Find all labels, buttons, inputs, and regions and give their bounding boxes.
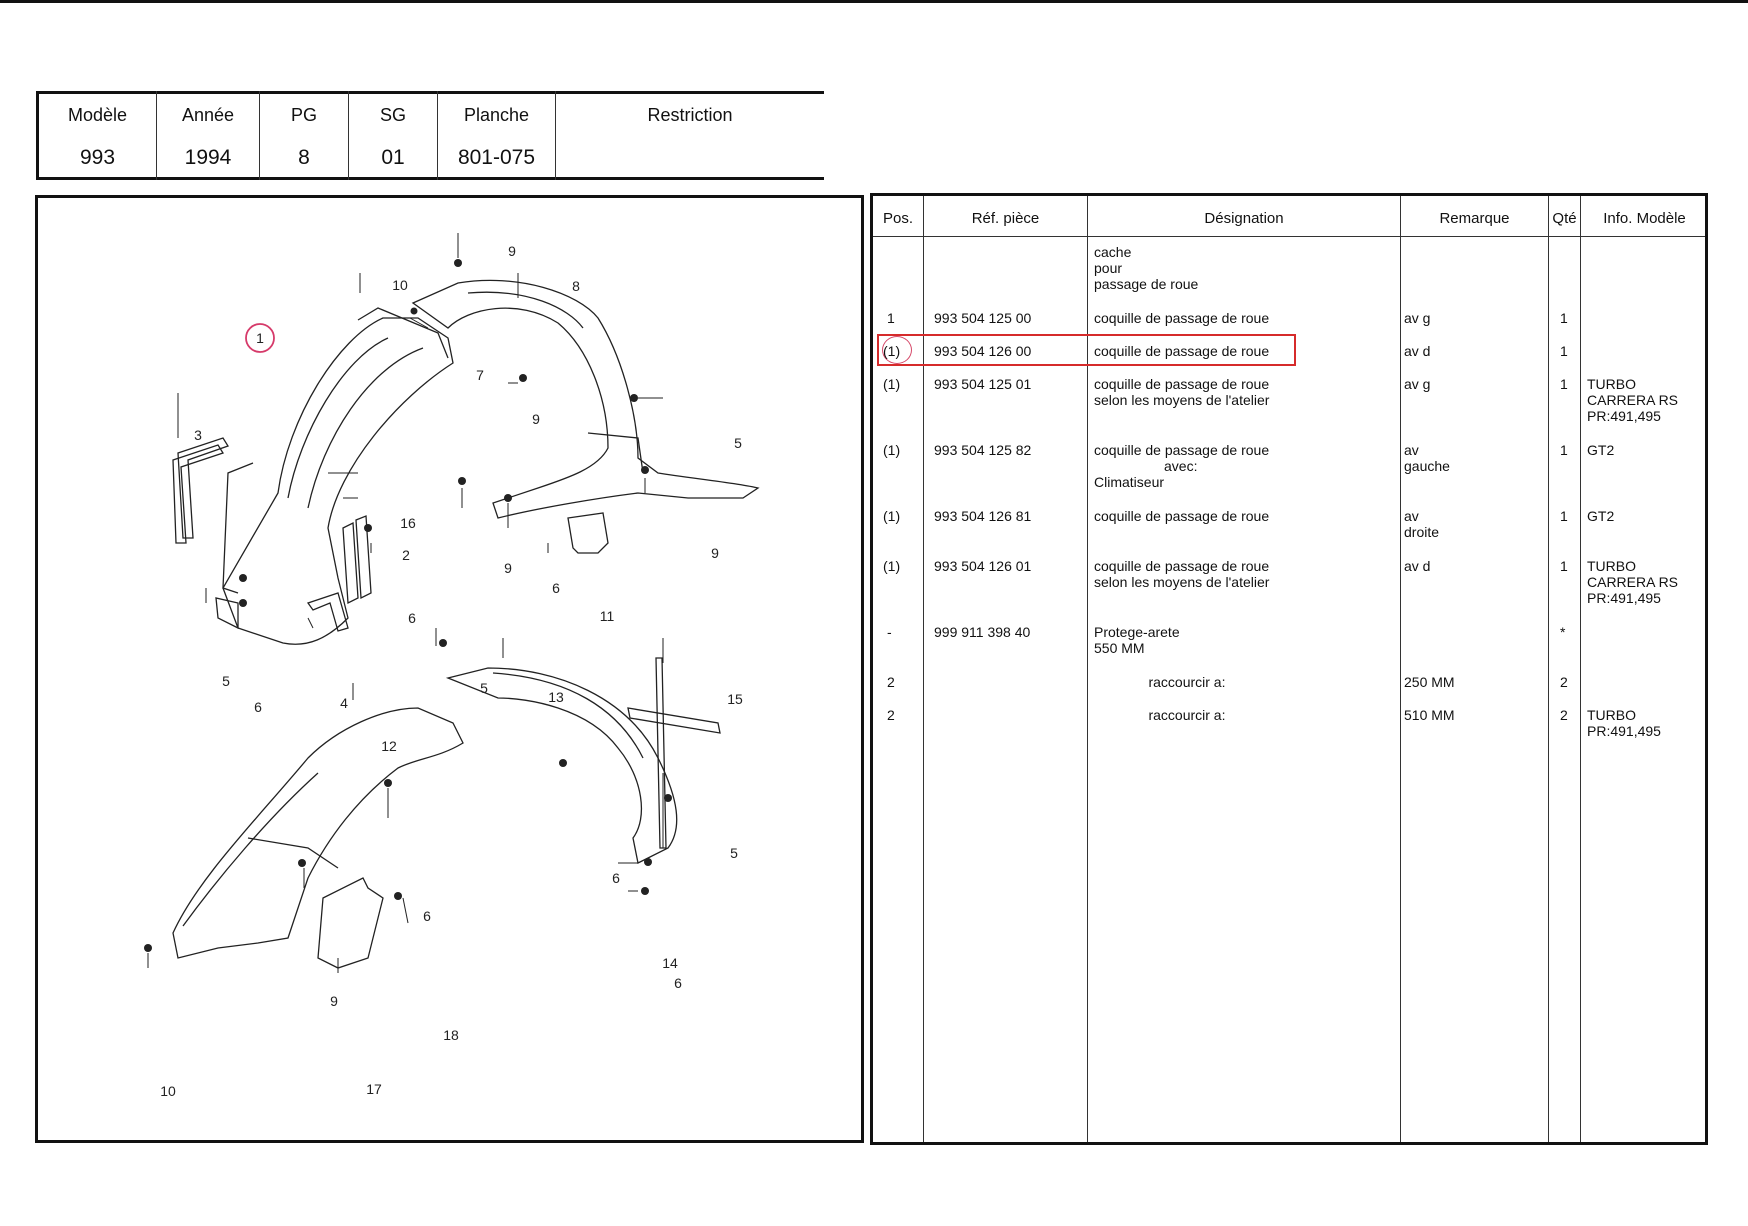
header-col-sg: [349, 91, 438, 180]
header-table: [36, 91, 824, 180]
table-row-5-ref: 993 504 126 81: [934, 508, 1032, 524]
callout-1: 1: [256, 330, 264, 346]
header-value-pg: 8: [298, 146, 310, 169]
callout-leader-lines: [148, 233, 663, 973]
header-col-planche: [438, 91, 556, 180]
table-row-3-remarque: av g: [1404, 376, 1431, 392]
table-row-4-qte: 1: [1560, 442, 1568, 458]
table-row-8-pos: 2: [887, 674, 895, 690]
callout-numbers: [160, 243, 743, 1099]
header-label-planche: Planche: [463, 105, 530, 125]
callout-7: 7: [476, 367, 484, 383]
table-row-8-designation: raccourcir a:: [1094, 674, 1226, 690]
callout-18: 18: [443, 1027, 459, 1043]
callout-14: 14: [662, 955, 678, 971]
table-row-2-ref: 993 504 126 00: [934, 343, 1032, 359]
table-row-4-pos: (1): [883, 442, 901, 458]
col-divider: [1548, 196, 1549, 1142]
part-3-seal-shape: [173, 438, 228, 543]
wheel-arch-drawing: [38, 198, 861, 1140]
table-row-1-designation: coquille de passage de roue: [1094, 310, 1270, 326]
table-row-9-remarque: 510 MM: [1404, 707, 1455, 723]
th-info: Info. Modèle: [1603, 210, 1686, 227]
table-row-7-designation: Protege-arete 550 MM: [1094, 624, 1180, 656]
table-row-4-ref: 993 504 125 82: [934, 442, 1032, 458]
table-row-9-designation: raccourcir a:: [1094, 707, 1226, 723]
th-qte: Qté: [1552, 210, 1577, 227]
table-row-4-info: GT2: [1587, 442, 1615, 458]
table-row-1-pos: 1: [887, 310, 895, 326]
table-row-3-pos: (1): [883, 376, 901, 392]
header-value-planche: 801-075: [457, 146, 536, 169]
table-row-5-qte: 1: [1560, 508, 1568, 524]
table-row-9-qte: 2: [1560, 707, 1568, 723]
table-row-7-ref: 999 911 398 40: [934, 624, 1031, 640]
header-label-annee: Année: [181, 105, 235, 125]
table-row-4-remarque: av gauche: [1404, 442, 1450, 474]
table-row-2-remarque: av d: [1404, 343, 1431, 359]
parts-table: [870, 193, 1708, 1145]
part-4-seal-shape: [308, 593, 348, 631]
table-row-3-designation: coquille de passage de roue selon les moyens de l'atelier: [1094, 376, 1270, 408]
callout-12: 12: [381, 738, 397, 754]
table-row-5-designation: coquille de passage de roue: [1094, 508, 1270, 524]
callout-5b: 5: [222, 673, 230, 689]
fastener-shapes: [144, 259, 672, 952]
part-11-bracket-shape: [568, 513, 608, 553]
exploded-parts-diagram: [35, 195, 864, 1143]
table-row-6-pos: (1): [883, 558, 901, 574]
table-row-3-info: TURBO CARRERA RS PR:491,495: [1587, 376, 1679, 424]
callout-11: 11: [599, 608, 615, 624]
table-row-3-qte: 1: [1560, 376, 1568, 392]
callout-6b: 6: [254, 699, 262, 715]
callout-6f: 6: [674, 975, 682, 991]
th-pos: Pos.: [882, 210, 913, 227]
table-row-8-qte: 2: [1560, 674, 1568, 690]
table-row-9-pos: 2: [887, 707, 895, 723]
callout-9e: 9: [330, 993, 338, 1009]
col-divider: [1400, 196, 1401, 1142]
header-value-annee: 1994: [184, 146, 232, 169]
callout-10a: 10: [392, 277, 408, 293]
part-15-bracket-shape: [628, 658, 720, 848]
table-row-1-qte: 1: [1560, 310, 1568, 326]
callout-16: 16: [400, 515, 416, 531]
callout-13: 13: [548, 689, 564, 705]
table-row-6-ref: 993 504 126 01: [934, 558, 1032, 574]
table-row-2-designation: coquille de passage de roue: [1094, 343, 1270, 359]
callout-9a: 9: [508, 243, 516, 259]
callout-2: 2: [402, 547, 410, 563]
table-row-6-info: TURBO CARRERA RS PR:491,495: [1587, 558, 1679, 606]
header-col-modele: [39, 91, 157, 180]
part-12-liner-shape: [173, 708, 463, 958]
header-label-modele: Modèle: [67, 105, 128, 125]
callout-9d: 9: [711, 545, 719, 561]
th-designation: Désignation: [1204, 210, 1284, 227]
callout-9b: 9: [532, 411, 540, 427]
header-col-annee: [157, 91, 260, 180]
col-divider: [1580, 196, 1581, 1142]
callout-15: 15: [727, 691, 743, 707]
table-row-1-ref: 993 504 125 00: [934, 310, 1032, 326]
header-label-sg: SG: [379, 105, 406, 125]
table-row-1-remarque: av g: [1404, 310, 1431, 326]
table-row-4-designation: coquille de passage de roue avec: Climatiseur: [1094, 442, 1270, 490]
th-remarque: Remarque: [1439, 210, 1510, 227]
header-divider: [873, 236, 1705, 237]
th-ref: Réf. pièce: [971, 210, 1040, 227]
table-row-6-remarque: av d: [1404, 558, 1431, 574]
callout-4: 4: [340, 695, 348, 711]
header-label-restriction: Restriction: [647, 105, 733, 125]
header-label-pg: PG: [290, 105, 317, 125]
table-row-9-info: TURBO PR:491,495: [1587, 707, 1661, 739]
callout-5a: 5: [734, 435, 742, 451]
callout-9c: 9: [504, 560, 512, 576]
callout-6e: 6: [612, 870, 620, 886]
callout-6a: 6: [408, 610, 416, 626]
top-rule: [0, 0, 1748, 3]
table-row-5-pos: (1): [883, 508, 901, 524]
table-row-6-designation: coquille de passage de roue selon les moyens de l'atelier: [1094, 558, 1270, 590]
header-value-modele: 993: [79, 146, 116, 169]
table-row-3-ref: 993 504 125 01: [934, 376, 1032, 392]
callout-5c: 5: [480, 680, 488, 696]
header-col-pg: [260, 91, 349, 180]
table-row-2-pos: (1): [883, 343, 901, 359]
callout-10b: 10: [160, 1083, 176, 1099]
header-col-restriction: [556, 91, 824, 180]
callout-17: 17: [366, 1081, 382, 1097]
table-row-7-qte: *: [1560, 624, 1566, 640]
callout-6c: 6: [552, 580, 560, 596]
header-value-sg: 01: [381, 146, 405, 169]
table-row-5-info: GT2: [1587, 508, 1615, 524]
part-17-cover-shape: [318, 878, 383, 968]
table-row-8-remarque: 250 MM: [1404, 674, 1455, 690]
callout-5d: 5: [730, 845, 738, 861]
callout-8: 8: [572, 278, 580, 294]
callout-6d: 6: [423, 908, 431, 924]
table-row-7-pos: -: [887, 624, 892, 640]
table-row-2-qte: 1: [1560, 343, 1568, 359]
table-row-6-qte: 1: [1560, 558, 1568, 574]
table-row-5-remarque: av droite: [1404, 508, 1440, 540]
callout-3: 3: [194, 427, 202, 443]
table-row-0-designation: cache pour passage de roue: [1094, 244, 1199, 292]
